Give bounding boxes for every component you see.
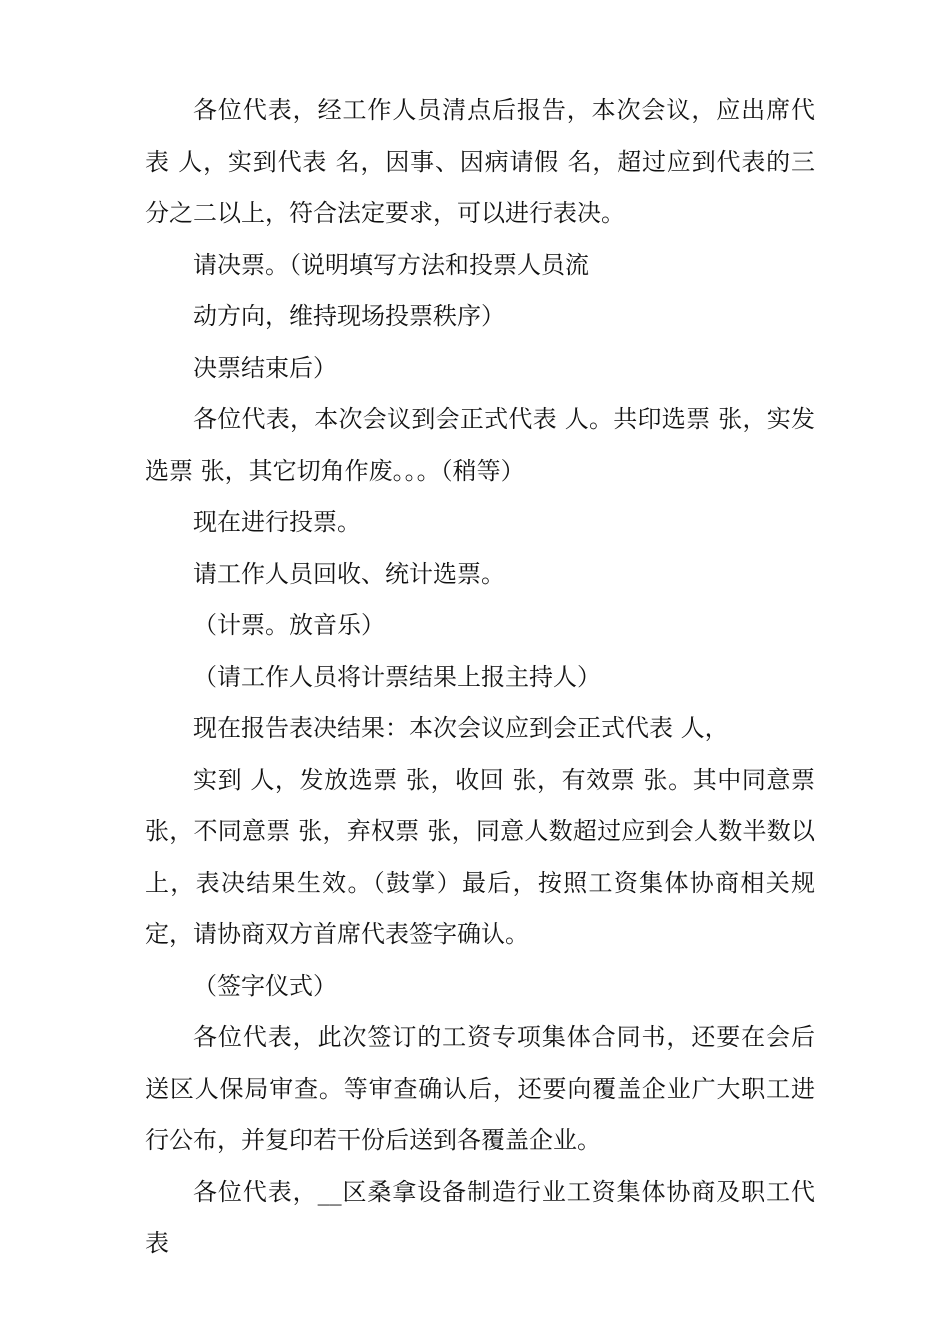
paragraph-voting-instruction: 请决票。（说明填写方法和投票人员流 — [193, 250, 589, 279]
paragraph-ballot-count: 各位代表，本次会议到会正式代表 人。共印选票 张，实发选票 张，其它切角作废。。。（稍等） — [145, 405, 815, 485]
paragraph-attendance-report: 各位代表，经工作人员清点后报告，本次会议，应出席代表 人，实到代表 名，因事、因病请假 名，超过应到代表的三分之二以上，符合法定要求，可以进行表决。 — [145, 96, 815, 227]
paragraph-start-voting: 现在进行投票。 — [193, 508, 361, 536]
paragraph-voting-end: 决票结束后） — [193, 353, 337, 382]
paragraph-report-results: （请工作人员将计票结果上报主持人） — [193, 662, 601, 691]
paragraph-closing: 各位代表，__区桑拿设备制造行业工资集体协商及职工代表 — [145, 1177, 815, 1257]
document-body — [145, 85, 815, 1270]
paragraph-counting-music: （计票。放音乐） — [193, 611, 385, 639]
paragraph-contract-review: 各位代表，此次签订的工资专项集体合同书，还要在会后送区人保局审查。等审查确认后，还要向覆盖企业广大职工进行公布，并复印若干份后送到各覆盖企业。 — [145, 1023, 815, 1154]
paragraph-result-announcement: 现在报告表决结果：本次会议应到会正式代表 人， — [193, 714, 729, 742]
paragraph-collect-ballots: 请工作人员回收、统计选票。 — [193, 559, 505, 588]
paragraph-voting-order: 动方向，维持现场投票秩序） — [193, 302, 505, 330]
paragraph-result-details: 实到 人，发放选票 张，收回 张，有效票 张。其中同意票张，不同意票 张，弃权票 张，同意人数超过应到会人数半数以上，表决结果生效。（鼓掌）最后，按照工资集体协商相关规定，请协商双方首席代表签字确认。 — [145, 765, 815, 948]
paragraph-signing-ceremony: （签字仪式） — [193, 971, 337, 1000]
